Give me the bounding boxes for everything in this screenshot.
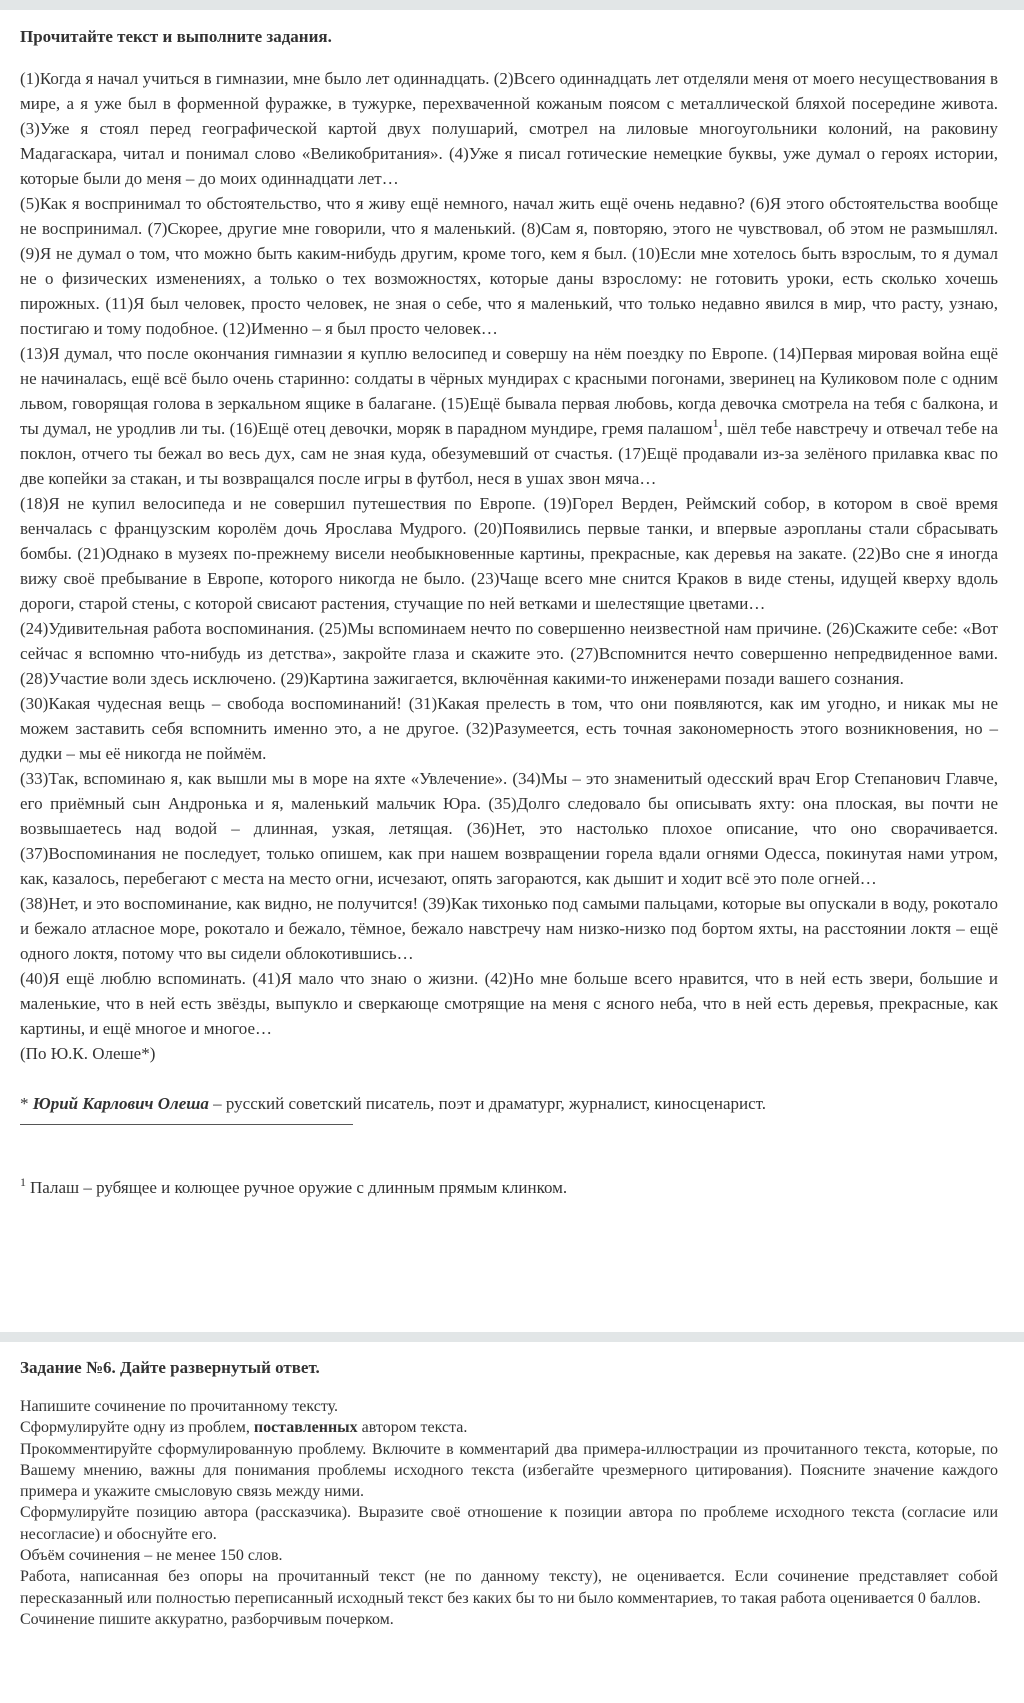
passage-heading: Прочитайте текст и выполните задания. <box>20 27 332 46</box>
passage-paragraph: (18)Я не купил велосипеда и не совершил путешествия по Европе. (19)Горел Верден, Реймский собор, в котором в своё время венчалась с французским королём дочь Ярослава Мудрого. (20)Появились первые танки, и впервые аэропланы стали сбрасывать бомбы. (21)Однако в музеях по-прежнему висели необыкновенные картины, прекрасные, как деревья на закате. (22)Во сне я иногда вижу своё пребывание в Европе, которого никогда не было. (23)Чаще всего мне снится Краков в виде стены, идущей кверху вдоль дороги, старой стены, с которой свисают растения, стучащие по ней ветками и шелестящие цветами… <box>20 494 998 613</box>
task-heading: Задание №6. Дайте развернутый ответ. <box>20 1358 320 1377</box>
instruction-line: Работа, написанная без опоры на прочитанный текст (не по данному тексту), не оценивается. Если сочинение представляет собой пересказанный или полностью переписанный исходный текст без каких бы то ни было комментариев, то такая работа оценивается 0 баллов. <box>20 1568 998 1607</box>
section-separator-bar <box>0 1332 1024 1342</box>
instruction-text: автором текста. <box>357 1419 468 1437</box>
instruction-text: Сформулируйте одну из проблем, <box>20 1419 254 1437</box>
instruction-bold-text: поставленных <box>253 1419 358 1437</box>
author-name: Юрий Карлович Олеша <box>32 1094 209 1113</box>
paragraph-text: , шёл тебе навстречу и отвечал тебе на поклон, отчего ты бежал во весь дух, сам не зная куда, обезумевший от счастья. (17)Ещё продавали из-за зелёного прилавка квас по две копейки за стакан, и ты возвращался после игры в футбол, неся в ушах звон мяча… <box>20 419 998 488</box>
footnote-divider <box>20 1124 353 1125</box>
footnote-marker: 1 <box>20 1175 26 1189</box>
passage-paragraph <box>20 341 998 491</box>
passage-paragraph: (1)Когда я начал учиться в гимназии, мне было лет одиннадцать. (2)Всего одиннадцать лет отделяли меня от моего несуществования в мире, а я уже был в форменной фуражке, в тужурке, перехваченной кожаным поясом с металлической бляхой посередине живота. (3)Уже я стоял перед географической картой двух полушарий, смотрел на лиловые многоугольники колоний, на раковину Мадагаскара, читал и понимал слово «Великобритания». (4)Уже я писал готические немецкие буквы, уже думал о героях истории, которые были до меня – до моих одиннадцати лет… <box>20 69 998 188</box>
paragraph-text: (13)Я думал, что после окончания гимназии я куплю велосипед и совершу на нём поездку по Европе. (14)Первая мировая война ещё не начиналась, ещё всё было очень старинно: солдаты в чёрных мундирах с красными погонами, зверинец на Куликовом поле с одним львом, говорящая голова в зеркальном ящике в балагане. (15)Ещё бывала первая любовь, когда девочка смотрела на тебя с балкона, и ты думал, не уродлив ли ты. (16)Ещё отец девочки, моряк в парадном мундире, гремя палашом <box>20 344 998 438</box>
passage-paragraph: (30)Какая чудесная вещь – свобода воспоминаний! (31)Какая прелесть в том, что они появляются, как им угодно, и никак мы не можем заставить себя вспомнить именно это, а не другое. (32)Разумеется, есть точная закономерность этого возникновения, но – дудки – мы её никогда не поймём. <box>20 694 998 763</box>
instruction-line: Сформулируйте позицию автора (рассказчика). Выразите своё отношение к позиции автора по проблеме исходного текста (согласие или несогласие) и обоснуйте его. <box>20 1504 998 1543</box>
author-note <box>20 1091 998 1116</box>
task-instructions <box>20 1396 998 1630</box>
footnote-text: Палаш – рубящее и колющее ручное оружие с длинным прямым клинком. <box>30 1178 568 1197</box>
passage-paragraph: (40)Я ещё люблю вспоминать. (41)Я мало что знаю о жизни. (42)Но мне больше всего нравится, что в ней есть звери, большие и маленькие, что в ней есть звёзды, выпукло и сверкающе смотрящие на меня с ясного неба, что в ней есть деревья, прекрасные, как картины, и ещё многое и многое… <box>20 969 998 1038</box>
footnote <box>20 1175 998 1200</box>
instruction-line: Сочинение пишите аккуратно, разборчивым почерком. <box>20 1610 394 1628</box>
passage-paragraph: (33)Так, вспоминаю я, как вышли мы в море на яхте «Увлечение». (34)Мы – это знаменитый одесский врач Егор Степанович Главче, его приёмный сын Андронька и я, маленький мальчик Юра. (35)Долго следовало бы описывать яхту: она плоская, вы почти не возвышаетесь над водой – длинная, узкая, летящая. (36)Нет, это настолько плохое описание, что оно сворачивается. (37)Воспоминания не последует, только опишем, как при нашем возвращении горела вдали огнями Одесса, покинутая нами утром, как, казалось, перебегают с места на место огни, исчезают, опять загораются, как дышит и ходит всё это поле огней… <box>20 769 998 888</box>
passage-paragraph: (38)Нет, и это воспоминание, как видно, не получится! (39)Как тихонько под самыми пальцами, которые вы опускали в воду, рокотало и бежало атласное море, рокотало и бежало, тёмное, бежало навстречу нам низко-низко под бортом яхты, на расстоянии локтя – ещё одного локтя, потому что вы сидели облокотившись… <box>20 894 998 963</box>
top-separator-bar <box>0 0 1024 10</box>
passage-paragraph: (5)Как я воспринимал то обстоятельство, что я живу ещё немного, начал жить ещё очень недавно? (6)Я этого обстоятельства вообще не воспринимал. (7)Скорее, другие мне говорили, что я маленький. (8)Сам я, повторяю, этого не чувствовал, об этом не размышлял. (9)Я не думал о том, что можно быть каким-нибудь другим, кроме того, кем я был. (10)Если мне хотелось быть взрослым, то я думал не о физических изменениях, а только о тех возможностях, которые даны взрослому: не готовить уроки, есть сколько хочешь пирожных. (11)Я был человек, просто человек, не зная о себе, что я маленький, что только недавно явился в мир, что расту, узнаю, постигаю и тому подобное. (12)Именно – я был просто человек… <box>20 194 998 338</box>
instruction-line: Напишите сочинение по прочитанному тексту. <box>20 1398 339 1415</box>
passage-text <box>20 66 998 1066</box>
instruction-line: Прокомментируйте сформулированную проблему. Включите в комментарий два примера-иллюстрации из прочитанного текста, которые, по Вашему мнению, важны для понимания проблемы исходного текста (избегайте чрезмерного цитирования). Поясните значение каждого примера и укажите смысловую связь между ними. <box>20 1440 998 1501</box>
footnote-reference[interactable]: 1 <box>712 416 719 430</box>
passage-source: (По Ю.К. Олеше*) <box>20 1044 156 1063</box>
instruction-line: Объём сочинения – не менее 150 слов. <box>20 1547 283 1565</box>
task-section <box>20 1357 998 1630</box>
instruction-line <box>20 1417 998 1438</box>
author-note-marker: * <box>20 1094 33 1113</box>
passage-paragraph: (24)Удивительная работа воспоминания. (25)Мы вспоминаем нечто по совершенно неизвестной нам причине. (26)Скажите себе: «Вот сейчас я вспомню что-нибудь из детства», закройте глаза и скажите это. (27)Вспомнится нечто совершенно непредвиденное вами. (28)Участие воли здесь исключено. (29)Картина зажигается, включённая какими-то инженерами позади вашего сознания. <box>20 619 998 688</box>
author-description: – русский советский писатель, поэт и драматург, журналист, киносценарист. <box>208 1094 767 1113</box>
reading-passage-section <box>20 26 998 1200</box>
